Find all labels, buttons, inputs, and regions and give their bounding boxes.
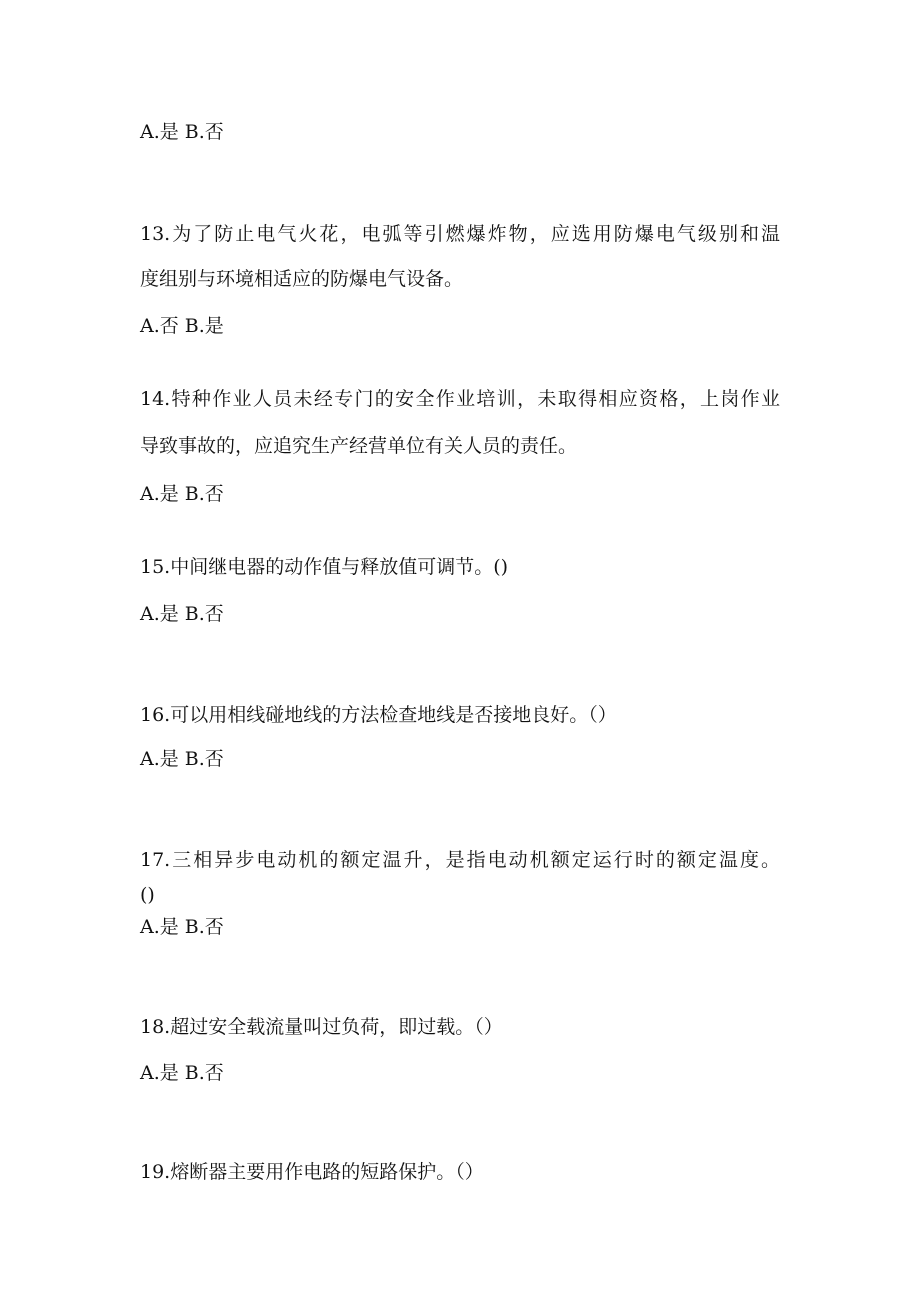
question-14-line-1: 14.特种作业人员未经专门的安全作业培训，未取得相应资格，上岗作业 xyxy=(140,388,780,410)
answer-options-18: A.是 B.否 xyxy=(140,1062,224,1084)
answer-options-17: A.是 B.否 xyxy=(140,916,224,938)
answer-options-15: A.是 B.否 xyxy=(140,603,224,625)
answer-options-16: A.是 B.否 xyxy=(140,748,224,770)
question-15: 15.中间继电器的动作值与释放值可调节。() xyxy=(140,556,509,578)
question-13-line-1: 13.为了防止电气火花，电弧等引燃爆炸物，应选用防爆电气级别和温 xyxy=(140,223,780,245)
answer-options-14: A.是 B.否 xyxy=(140,483,224,505)
question-19: 19.熔断器主要用作电路的短路保护。（） xyxy=(140,1161,484,1183)
question-18: 18.超过安全载流量叫过负荷，即过载。（） xyxy=(140,1016,503,1038)
question-16: 16.可以用相线碰地线的方法检查地线是否接地良好。（） xyxy=(140,704,617,726)
question-17-line-2: () xyxy=(140,884,155,906)
answer-options-12: A.是 B.否 xyxy=(140,121,224,143)
question-17-line-1: 17.三相异步电动机的额定温升，是指电动机额定运行时的额定温度。 xyxy=(140,849,780,871)
question-14-line-2: 导致事故的，应追究生产经营单位有关人员的责任。 xyxy=(140,435,578,457)
answer-options-13: A.否 B.是 xyxy=(140,315,224,337)
question-13-line-2: 度组别与环境相适应的防爆电气设备。 xyxy=(140,268,464,290)
